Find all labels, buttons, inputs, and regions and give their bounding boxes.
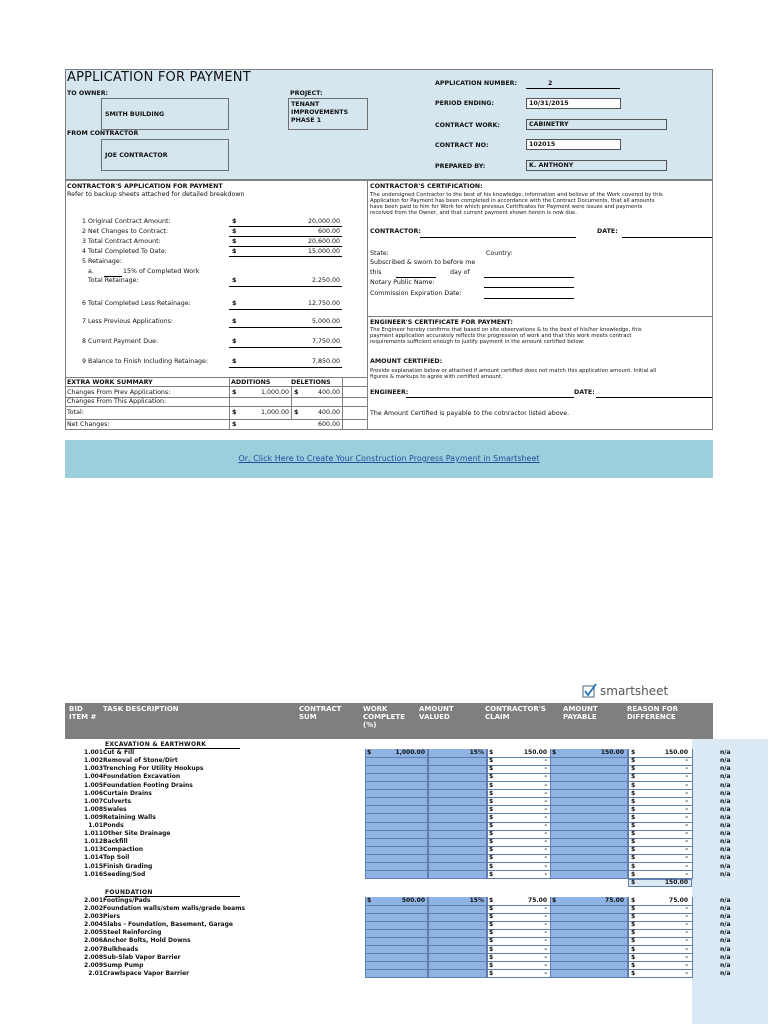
amount-payable-cell: - bbox=[685, 945, 688, 953]
amount-payable-cell: - bbox=[685, 781, 688, 789]
reason-cell: n/a bbox=[720, 757, 731, 765]
currency-sign: $ bbox=[631, 830, 636, 838]
line-label: 1 Original Contract Amount: bbox=[82, 218, 171, 225]
amount-payable-cell: - bbox=[685, 921, 688, 929]
amount-payable-cell: - bbox=[685, 830, 688, 838]
line-label: Total Retainage: bbox=[88, 277, 139, 284]
engineer-signature-line[interactable] bbox=[406, 397, 574, 398]
column-divider bbox=[692, 897, 693, 978]
amount-valued-cell: - bbox=[544, 862, 547, 870]
task-description: Culverts bbox=[103, 797, 132, 805]
currency-sign: $ bbox=[631, 929, 636, 937]
line-value: 12,750.00 bbox=[307, 300, 340, 307]
field-label: APPLICATION NUMBER: bbox=[435, 80, 518, 87]
task-description: Cut & Fill bbox=[103, 749, 135, 757]
reason-cell: n/a bbox=[720, 969, 731, 977]
bid-item-number: 2.003 bbox=[84, 913, 103, 921]
amount-valued-cell: - bbox=[544, 789, 547, 797]
period-ending-field[interactable] bbox=[526, 98, 621, 109]
currency-sign: $ bbox=[631, 905, 636, 912]
work-complete-cell[interactable]: 15% bbox=[469, 749, 484, 757]
from-contractor-label: FROM CONTRACTOR bbox=[67, 130, 139, 137]
task-description: Ponds bbox=[103, 822, 124, 829]
contractors-claim-cell[interactable]: 75.00 bbox=[605, 896, 624, 904]
currency-sign: $ bbox=[489, 781, 494, 789]
task-description: Backfill bbox=[103, 838, 128, 846]
amount-valued-cell: - bbox=[544, 969, 547, 977]
form-title: APPLICATION FOR PAYMENT bbox=[67, 70, 251, 85]
currency-sign: $ bbox=[489, 905, 494, 912]
period-ending-value: 10/31/2015 bbox=[529, 100, 569, 107]
task-description: Foundation Footing Drains bbox=[103, 781, 193, 789]
currency-sign: $ bbox=[631, 896, 636, 904]
payment-form-body: CONTRACTOR'S APPLICATION FOR PAYMENT Refer to backup sheets attached for detailed breakdown 1 Original Contract Amount: $ 20,000.00 2 Net Changes to Contract: $ 600.00 3 Total Contract Amount: $ 20,600.00 4 Total Completed To Date: $ 15,000.00 5 Retainage: a. 15% of Completed Work Total Retainage: $ 2,250.00 6 Total Completed Less Retainage: $ 12,750.00 7 Less Previous Applications: $ 5,000.00 8 Current Payment Due: $ 7,750.00 9 Balance to Finish Including Retainage: $ 7,850.00 EXTRA WORK SUMMARY ADDITIONS DELETIONS Changes From Prev Applications: $ 1,000.00 $ 400.00 Changes From This Application: Total: $ 1,000.00 $ 400.00 Net Changes: $ 600.00 CONTRACTOR'S CERTIFICATION: The undersigned Contractor to the best of his knowledge, information and believe of the Work covered by this Application for Payment has been completed in accordance with the Contract Documents, that all amounts have been paid to him for Work for which previous Certificates for Payment were issues and payments received from the Owner, and that current payment shown herein is now due. CONTRACTOR: DATE: State: Country: Subscribed & sworn to before me this day of Notary Public Name: Commission Expiration Date: ENGINEER'S CERTIFICATE FOR PAYMENT: The Engineer hereby confirms that based on site observations & to the best of his/her knowledge, this payment application accurately reflects the progression of work and that this work meets contract requirements sufficient enough to justify payment in the amount certified below: AMOUNT CERTIFIED: Provide explanation below or attached if amount certified does not match this application amount. Initial all figures & markups to agree with certified amount. ENGINEER: DATE: The Amount Certified is payable to the cotnractor listed above. bbox=[65, 180, 713, 430]
contractor-name: JOE CONTRACTOR bbox=[105, 152, 168, 159]
currency-sign: $ bbox=[489, 797, 494, 805]
bid-item-number: 1.008 bbox=[84, 805, 103, 813]
currency-sign: $ bbox=[631, 822, 636, 829]
bid-item-number: 1.011 bbox=[84, 830, 103, 838]
currency-sign: $ bbox=[631, 937, 636, 945]
reason-cell: n/a bbox=[720, 805, 731, 813]
amount-valued-cell: - bbox=[544, 913, 547, 921]
currency-sign: $ bbox=[631, 921, 636, 929]
currency-sign: $ bbox=[489, 969, 494, 977]
bid-item-number: 1.007 bbox=[84, 797, 103, 805]
amount-valued-cell: - bbox=[544, 757, 547, 765]
reason-cell: n/a bbox=[720, 781, 731, 789]
reason-cell: n/a bbox=[720, 896, 731, 904]
column-divider bbox=[550, 897, 551, 978]
reason-cell: n/a bbox=[720, 953, 731, 961]
amount-payable-cell: - bbox=[685, 905, 688, 912]
reason-cell: n/a bbox=[720, 961, 731, 969]
application-subheading: Refer to backup sheets attached for detailed breakdown bbox=[67, 191, 245, 198]
amount-valued-cell: - bbox=[544, 805, 547, 813]
currency-sign: $ bbox=[631, 813, 636, 821]
amount-valued-cell: - bbox=[544, 929, 547, 937]
task-description: Removal of Stone/Dirt bbox=[103, 757, 178, 765]
currency-sign: $ bbox=[631, 969, 636, 977]
prepared-by-field[interactable] bbox=[526, 160, 667, 171]
bid-item-number: 1.002 bbox=[84, 757, 103, 765]
reason-cell: n/a bbox=[720, 822, 731, 829]
extra-work-title: EXTRA WORK SUMMARY bbox=[67, 379, 153, 386]
contract-sum-cell[interactable]: 500.00 bbox=[401, 896, 425, 904]
contract-work-value: CABINETRY bbox=[529, 121, 569, 128]
currency-sign: $ bbox=[489, 921, 494, 929]
task-description: Swales bbox=[103, 805, 127, 813]
task-description: Other Site Drainage bbox=[103, 830, 171, 838]
task-description: Retaining Walls bbox=[103, 813, 156, 821]
amount-valued-cell: - bbox=[544, 905, 547, 912]
reason-cell: n/a bbox=[720, 929, 731, 937]
column-divider bbox=[628, 749, 629, 879]
amount-valued-cell: - bbox=[544, 822, 547, 829]
currency-sign: $ bbox=[489, 765, 494, 773]
line-value: 5,000.00 bbox=[311, 318, 340, 325]
extra-row-label: Changes From This Application: bbox=[67, 398, 167, 405]
line-value: 15,000.00 bbox=[307, 248, 340, 255]
reason-cell: n/a bbox=[720, 854, 731, 862]
reason-cell: n/a bbox=[720, 945, 731, 953]
amount-valued-cell: - bbox=[544, 953, 547, 961]
currency-sign: $ bbox=[631, 961, 636, 969]
currency-sign: $ bbox=[489, 929, 494, 937]
amount-payable-cell: - bbox=[685, 805, 688, 813]
certification-heading: CONTRACTOR'S CERTIFICATION: bbox=[370, 183, 483, 190]
currency-sign: $ bbox=[631, 846, 636, 854]
task-description: Piers bbox=[103, 913, 121, 921]
currency-sign: $ bbox=[489, 838, 494, 846]
amount-payable-cell: - bbox=[685, 765, 688, 773]
task-description: Foundation walls/stem walls/grade beams bbox=[103, 905, 246, 912]
amount-valued-cell: - bbox=[544, 830, 547, 838]
currency-sign: $ bbox=[489, 854, 494, 862]
col-contract-sum: CONTRACT SUM bbox=[299, 705, 342, 721]
amount-payable-cell: - bbox=[685, 929, 688, 937]
reason-cell: n/a bbox=[720, 838, 731, 846]
bid-item-number: 1.009 bbox=[84, 813, 103, 821]
amount-valued-cell: - bbox=[544, 921, 547, 929]
currency-sign: $ bbox=[631, 797, 636, 805]
col-amount-valued: AMOUNT VALUED bbox=[419, 705, 454, 721]
column-divider bbox=[365, 897, 366, 978]
currency-sign: $ bbox=[489, 846, 494, 854]
retainage-a: 15% of Completed Work bbox=[123, 268, 200, 275]
line-label: 2 Net Changes to Contract: bbox=[82, 228, 168, 235]
amount-valued-cell: - bbox=[544, 813, 547, 821]
amount-valued-cell: 150.00 bbox=[523, 749, 547, 757]
bid-item-number: 1.004 bbox=[84, 773, 103, 781]
currency-sign: $ bbox=[367, 749, 372, 757]
currency-sign: $ bbox=[489, 870, 494, 878]
bid-item-number: 1.016 bbox=[84, 870, 103, 878]
currency-sign: $ bbox=[552, 896, 557, 904]
reason-cell: n/a bbox=[720, 813, 731, 821]
table-header bbox=[65, 703, 713, 739]
smartsheet-logo bbox=[582, 683, 702, 699]
line-value: 20,600.00 bbox=[307, 238, 340, 245]
amount-valued-cell: - bbox=[544, 961, 547, 969]
task-description: Steel Reinforcing bbox=[103, 929, 162, 937]
currency-sign: $ bbox=[631, 862, 636, 870]
reason-cell: n/a bbox=[720, 797, 731, 805]
amount-valued-cell: - bbox=[544, 870, 547, 878]
field-label: PERIOD ENDING: bbox=[435, 100, 494, 107]
currency-sign: $ bbox=[367, 896, 372, 904]
work-complete-cell[interactable]: 15% bbox=[469, 896, 484, 904]
amount-payable-cell: 75.00 bbox=[669, 896, 688, 904]
bid-item-number: 1.012 bbox=[84, 838, 103, 846]
extra-row-label: Changes From Prev Applications: bbox=[67, 389, 171, 396]
currency-sign: $ bbox=[631, 757, 636, 765]
reason-cell: n/a bbox=[720, 937, 731, 945]
project-label: PROJECT: bbox=[290, 90, 323, 97]
task-description: Top Soil bbox=[103, 854, 130, 862]
field-label: CONTRACT WORK: bbox=[435, 122, 500, 129]
currency-sign: $ bbox=[489, 830, 494, 838]
currency-sign: $ bbox=[631, 913, 636, 921]
bid-item-number: 1.003 bbox=[84, 765, 103, 773]
amount-payable-cell: - bbox=[685, 813, 688, 821]
subtotal-value: 150.00 bbox=[664, 878, 688, 886]
task-description: Compaction bbox=[103, 846, 143, 854]
prepared-by-value: K. ANTHONY bbox=[529, 162, 574, 169]
application-heading: CONTRACTOR'S APPLICATION FOR PAYMENT bbox=[67, 183, 223, 190]
reason-cell: n/a bbox=[720, 789, 731, 797]
currency-sign: $ bbox=[489, 813, 494, 821]
application-number-value[interactable]: 2 bbox=[548, 80, 553, 87]
checkbox-check-icon bbox=[582, 683, 598, 699]
amount-valued-cell: - bbox=[544, 937, 547, 945]
line-label: 9 Balance to Finish Including Retainage: bbox=[82, 358, 209, 365]
task-description: Trenching For Utility Hookups bbox=[103, 765, 204, 773]
line-label: 8 Current Payment Due: bbox=[82, 338, 159, 345]
col-reason: REASON FOR DIFFERENCE bbox=[627, 705, 678, 721]
reason-cell: n/a bbox=[720, 921, 731, 929]
contract-no-value: 102015 bbox=[529, 141, 556, 148]
task-description: Sump Pump bbox=[103, 961, 144, 969]
currency-sign: $ bbox=[489, 937, 494, 945]
amount-valued-cell: - bbox=[544, 781, 547, 789]
bid-item-number: 1.01 bbox=[88, 822, 103, 829]
bid-item-number: 1.005 bbox=[84, 781, 103, 789]
smartsheet-banner bbox=[65, 440, 713, 478]
amount-payable-cell: - bbox=[685, 773, 688, 781]
task-description: Bulkheads bbox=[103, 945, 139, 953]
currency-sign: $ bbox=[489, 945, 494, 953]
line-value: 2,250.00 bbox=[311, 277, 340, 284]
extra-row-label: Total: bbox=[67, 409, 84, 416]
currency-sign: $ bbox=[631, 945, 636, 953]
payment-form-header bbox=[65, 69, 713, 180]
reason-cell: n/a bbox=[720, 870, 731, 878]
currency-sign: $ bbox=[631, 749, 636, 757]
amount-valued-cell: - bbox=[544, 854, 547, 862]
amount-payable-cell: 150.00 bbox=[664, 749, 688, 757]
currency-sign: $ bbox=[631, 854, 636, 862]
contractor-signature-line[interactable] bbox=[420, 237, 576, 238]
reason-cell: n/a bbox=[720, 905, 731, 912]
field-label: PREPARED BY: bbox=[435, 163, 486, 170]
bid-item-number: 1.006 bbox=[84, 789, 103, 797]
column-divider bbox=[428, 897, 429, 978]
owner-box[interactable] bbox=[101, 98, 229, 130]
field-label: CONTRACT NO: bbox=[435, 142, 489, 149]
contractor-date-line[interactable] bbox=[622, 237, 712, 238]
currency-sign: $ bbox=[489, 913, 494, 921]
contractor-box[interactable] bbox=[101, 139, 229, 171]
engineer-signature-label: ENGINEER: bbox=[370, 389, 409, 396]
amount-payable-cell: - bbox=[685, 757, 688, 765]
section-title: FOUNDATION bbox=[105, 888, 153, 896]
table-body bbox=[65, 739, 731, 1024]
col-amount-payable: AMOUNT PAYABLE bbox=[563, 705, 598, 721]
amount-valued-cell: - bbox=[544, 765, 547, 773]
amount-valued-cell: - bbox=[544, 846, 547, 854]
currency-sign: $ bbox=[631, 789, 636, 797]
project-line: IMPROVEMENTS bbox=[291, 109, 349, 116]
reason-cell: n/a bbox=[720, 773, 731, 781]
bid-item-number: 2.008 bbox=[84, 953, 103, 961]
line-label: 6 Total Completed Less Retainage: bbox=[82, 300, 191, 307]
project-box[interactable] bbox=[288, 98, 368, 130]
currency-sign: $ bbox=[489, 757, 494, 765]
currency-sign: $ bbox=[489, 789, 494, 797]
bid-item-number: 2.009 bbox=[84, 961, 103, 969]
amount-valued-cell: - bbox=[544, 838, 547, 846]
amount-payable-cell: - bbox=[685, 846, 688, 854]
task-description: Finish Grading bbox=[103, 862, 153, 870]
contractors-claim-cell[interactable]: 150.00 bbox=[600, 749, 624, 757]
bid-item-number: 1.014 bbox=[84, 854, 103, 862]
deletions-header: DELETIONS bbox=[291, 379, 331, 386]
bid-item-number: 2.006 bbox=[84, 937, 103, 945]
currency-sign: $ bbox=[552, 749, 557, 757]
bid-item-number: 2.007 bbox=[84, 945, 103, 953]
extra-row-label: Net Changes: bbox=[67, 421, 110, 428]
task-description: Slabs - Foundation, Basement, Garage bbox=[103, 921, 233, 929]
create-in-smartsheet-link[interactable]: Or, Click Here to Create Your Construction Progress Payment in Smartsheet bbox=[238, 454, 540, 463]
amount-payable-cell: - bbox=[685, 969, 688, 977]
currency-sign: $ bbox=[489, 961, 494, 969]
contract-sum-cell[interactable]: 1,000.00 bbox=[395, 749, 425, 757]
currency-sign: $ bbox=[631, 870, 636, 878]
currency-sign: $ bbox=[631, 765, 636, 773]
bid-item-number: 2.005 bbox=[84, 929, 103, 937]
currency-sign: $ bbox=[631, 773, 636, 781]
line-label: 5 Retainage: bbox=[82, 258, 122, 265]
amount-valued-cell: - bbox=[544, 797, 547, 805]
contract-no-field[interactable] bbox=[526, 139, 621, 150]
amount-payable-cell: - bbox=[685, 838, 688, 846]
amount-payable-cell: - bbox=[685, 870, 688, 878]
col-work-complete: WORK COMPLETE (%) bbox=[363, 705, 405, 729]
engineer-date-line[interactable] bbox=[596, 397, 712, 398]
currency-sign: $ bbox=[631, 878, 636, 886]
reason-cell: n/a bbox=[720, 830, 731, 838]
amount-payable-cell: - bbox=[685, 822, 688, 829]
currency-sign: $ bbox=[489, 773, 494, 781]
currency-sign: $ bbox=[489, 749, 494, 757]
amount-payable-cell: - bbox=[685, 937, 688, 945]
bid-item-number: 2.004 bbox=[84, 921, 103, 929]
currency-sign: $ bbox=[631, 953, 636, 961]
column-divider bbox=[365, 749, 366, 879]
bid-item-number: 1.001 bbox=[84, 749, 103, 757]
task-description: Anchor Bolts, Hold Downs bbox=[103, 937, 191, 945]
line-label: 3 Total Contract Amount: bbox=[82, 238, 161, 245]
reason-cell: n/a bbox=[720, 846, 731, 854]
amount-valued-cell: 75.00 bbox=[528, 896, 547, 904]
bid-item-number: 1.015 bbox=[84, 862, 103, 870]
column-divider bbox=[692, 749, 693, 879]
reason-cell: n/a bbox=[720, 749, 731, 757]
currency-sign: $ bbox=[489, 805, 494, 813]
amount-payable-cell: - bbox=[685, 797, 688, 805]
bid-item-number: 2.001 bbox=[84, 896, 103, 904]
reason-cell: n/a bbox=[720, 862, 731, 870]
bid-item-number: 1.013 bbox=[84, 846, 103, 854]
currency-sign: $ bbox=[631, 781, 636, 789]
line-value: 20,000.00 bbox=[307, 218, 340, 225]
amount-payable-cell: - bbox=[685, 953, 688, 961]
currency-sign: $ bbox=[489, 896, 494, 904]
task-description: Sub-Slab Vapor Barrier bbox=[103, 953, 181, 961]
line-value: 600.00 bbox=[317, 228, 340, 235]
line-label: 4 Total Completed To Date: bbox=[82, 248, 167, 255]
amount-payable-cell: - bbox=[685, 854, 688, 862]
amount-payable-cell: - bbox=[685, 961, 688, 969]
reason-cell: n/a bbox=[720, 765, 731, 773]
line-value: 7,850.00 bbox=[311, 358, 340, 365]
currency-sign: $ bbox=[631, 805, 636, 813]
contract-work-field[interactable] bbox=[526, 119, 667, 130]
col-task-description: TASK DESCRIPTION bbox=[103, 705, 179, 713]
amount-valued-cell: - bbox=[544, 773, 547, 781]
line-value: 7,750.00 bbox=[311, 338, 340, 345]
task-description: Crawlspace Vapor Barrier bbox=[103, 969, 190, 977]
amount-payable-cell: - bbox=[685, 913, 688, 921]
task-description: Seeding/Sod bbox=[103, 870, 146, 878]
bid-item-number: 2.002 bbox=[84, 905, 103, 912]
column-divider bbox=[550, 749, 551, 879]
additions-header: ADDITIONS bbox=[231, 379, 271, 386]
contractor-signature-label: CONTRACTOR: bbox=[370, 228, 421, 235]
col-contractors-claim: CONTRACTOR'S CLAIM bbox=[485, 705, 546, 721]
amount-payable-cell: - bbox=[685, 789, 688, 797]
column-divider bbox=[428, 749, 429, 879]
column-divider bbox=[487, 897, 488, 978]
project-line: PHASE 1 bbox=[291, 117, 322, 124]
task-description: Curtain Drains bbox=[103, 789, 152, 797]
currency-sign: $ bbox=[631, 838, 636, 846]
to-owner-label: TO OWNER: bbox=[67, 90, 109, 97]
column-divider bbox=[487, 749, 488, 879]
amount-payable-cell: - bbox=[685, 862, 688, 870]
line-label: 7 Less Previous Applications: bbox=[82, 318, 174, 325]
row-divider bbox=[365, 977, 692, 978]
column-divider bbox=[628, 897, 629, 978]
currency-sign: $ bbox=[489, 822, 494, 829]
smartsheet-wordmark: smartsheet bbox=[600, 684, 669, 698]
section-title: EXCAVATION & EARTHWORK bbox=[105, 741, 207, 748]
owner-name: SMITH BUILDING bbox=[105, 111, 165, 118]
currency-sign: $ bbox=[489, 953, 494, 961]
amount-valued-cell: - bbox=[544, 945, 547, 953]
task-description: Footings/Pads bbox=[103, 896, 151, 904]
reason-cell: n/a bbox=[720, 913, 731, 921]
project-line: TENANT bbox=[291, 101, 320, 108]
engineer-heading: ENGINEER'S CERTIFICATE FOR PAYMENT: bbox=[370, 319, 513, 326]
currency-sign: $ bbox=[489, 862, 494, 870]
bid-item-number: 2.01 bbox=[88, 969, 103, 977]
col-bid-item: BID ITEM # bbox=[69, 705, 97, 721]
task-description: Foundation Excavation bbox=[103, 773, 181, 781]
